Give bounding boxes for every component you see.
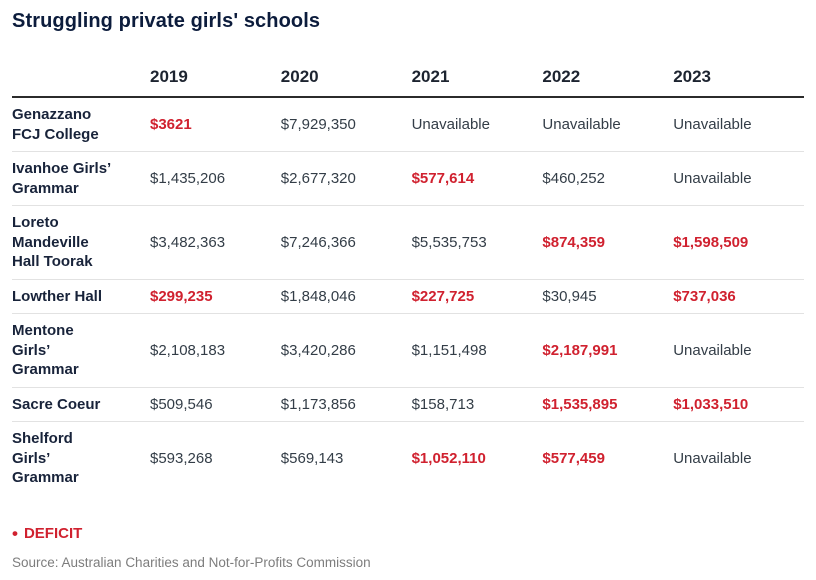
year-column-header: 2022 <box>542 67 581 86</box>
deficit-value: $2,187,991 <box>542 341 618 359</box>
deficit-legend-label: DEFICIT <box>23 524 83 542</box>
table-row <box>12 280 804 315</box>
surplus-value: Unavailable <box>673 116 752 133</box>
deficit-value: $1,033,510 <box>673 395 749 413</box>
table-header-row <box>12 67 804 98</box>
year-column-header: 2021 <box>411 67 450 86</box>
deficit-value: $1,598,509 <box>673 233 749 251</box>
surplus-value: $509,546 <box>150 395 213 413</box>
school-name: Ivanhoe Girls’ Grammar <box>12 160 112 197</box>
deficit-value: $299,235 <box>150 287 213 305</box>
surplus-value: $2,677,320 <box>280 170 356 187</box>
surplus-value: $593,268 <box>150 449 213 467</box>
source-attribution: Source: Australian Charities and Not-for-Profits Commission <box>12 554 371 570</box>
table-row <box>12 98 804 152</box>
surplus-value: $1,173,856 <box>280 395 356 413</box>
table-row <box>12 206 804 280</box>
surplus-value: $569,143 <box>280 449 344 467</box>
table-row <box>12 388 804 423</box>
schools-table <box>12 67 804 495</box>
table-body <box>12 98 804 495</box>
surplus-value: $1,848,046 <box>280 287 356 305</box>
surplus-value: Unavailable <box>673 170 752 187</box>
surplus-value: $1,435,206 <box>150 170 226 187</box>
deficit-legend <box>12 525 804 542</box>
table-row <box>12 314 804 388</box>
surplus-value: Unavailable <box>673 449 752 467</box>
deficit-value: $874,359 <box>542 233 605 251</box>
surplus-value: $7,246,366 <box>280 233 356 251</box>
page-title: Struggling private girls' schools <box>12 10 321 32</box>
table-row <box>12 152 804 206</box>
school-name: Shelford Girls’ Grammar <box>12 430 79 486</box>
surplus-value: $30,945 <box>542 287 597 305</box>
surplus-value: $460,252 <box>542 170 605 187</box>
school-name: Lowther Hall <box>12 287 103 305</box>
surplus-value: Unavailable <box>542 116 621 133</box>
surplus-value: $5,535,753 <box>411 233 487 251</box>
school-name: Sacre Coeur <box>12 395 101 413</box>
deficit-value: $737,036 <box>673 287 736 305</box>
surplus-value: Unavailable <box>411 116 490 133</box>
surplus-value: $7,929,350 <box>280 116 356 133</box>
school-name: Mentone Girls’ Grammar <box>12 322 79 378</box>
year-column-header: 2023 <box>673 67 712 86</box>
surplus-value: Unavailable <box>673 341 752 359</box>
school-name: Loreto Mandeville Hall Toorak <box>12 214 93 270</box>
surplus-value: $3,420,286 <box>280 341 356 359</box>
deficit-bullet-icon: • <box>12 523 18 543</box>
deficit-value: $577,614 <box>411 170 475 187</box>
deficit-value: $227,725 <box>411 287 475 305</box>
school-name: Genazzano FCJ College <box>12 106 99 143</box>
deficit-value: $1,052,110 <box>411 449 486 467</box>
year-column-header: 2020 <box>280 67 319 86</box>
surplus-value: $1,151,498 <box>411 341 487 359</box>
table-row <box>12 422 804 495</box>
deficit-value: $1,535,895 <box>542 395 618 413</box>
deficit-value: $577,459 <box>542 449 605 467</box>
year-column-header: 2019 <box>150 67 188 86</box>
surplus-value: $158,713 <box>411 395 475 413</box>
surplus-value: $3,482,363 <box>150 233 226 251</box>
surplus-value: $2,108,183 <box>150 341 226 359</box>
deficit-value: $3621 <box>150 116 192 133</box>
